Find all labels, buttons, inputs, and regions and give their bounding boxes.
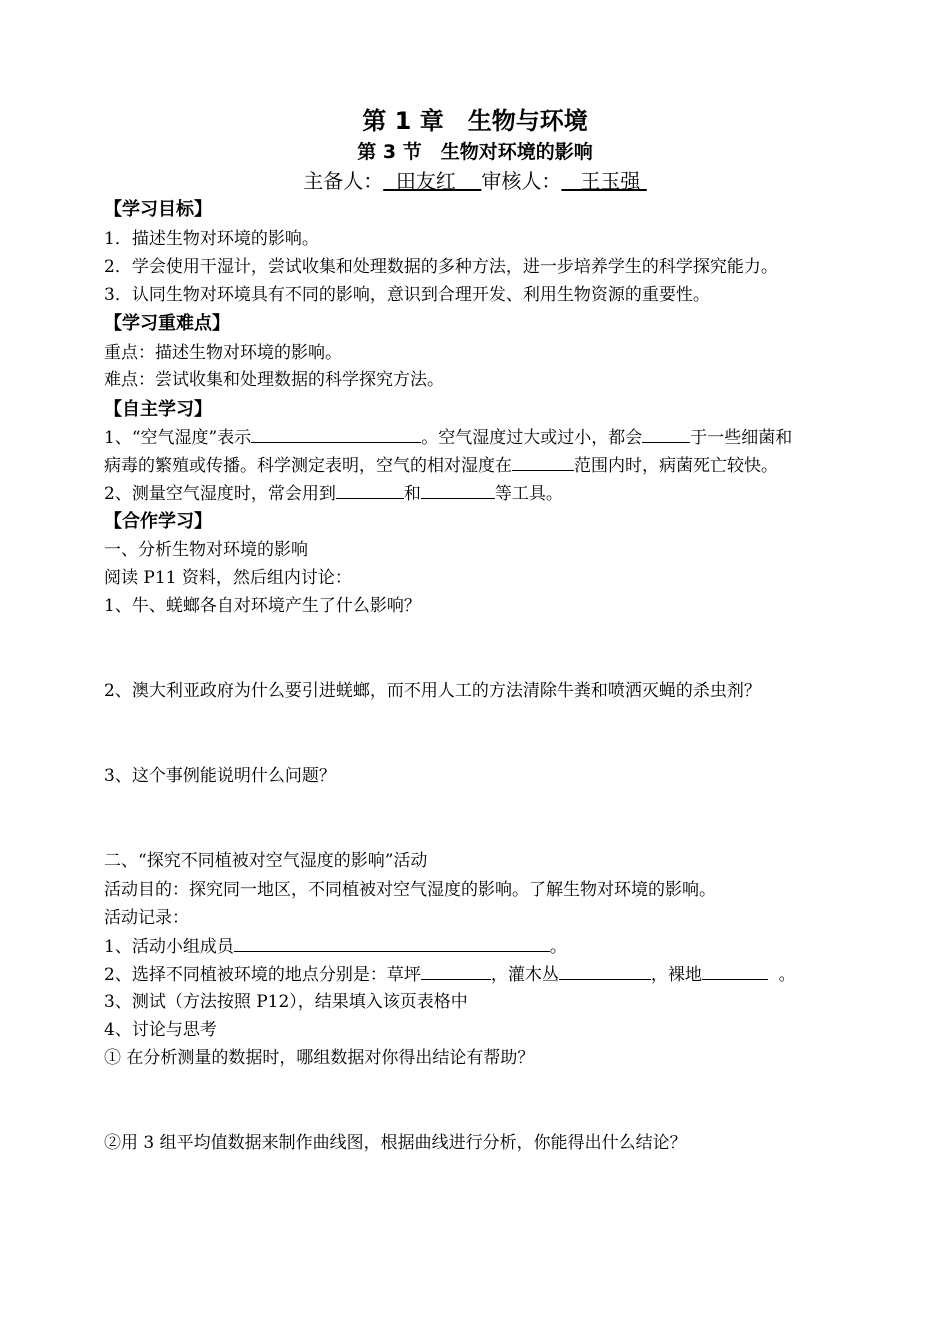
key-point: 重点：描述生物对环境的影响。 <box>104 343 342 363</box>
chapter-title: 第 1 章 生物与环境 <box>362 107 588 135</box>
key-points-heading: 【学习重难点】 <box>104 313 230 334</box>
author-label: 主备人： <box>303 169 384 193</box>
self-study-q1-line1 <box>104 424 792 451</box>
author-line <box>0 166 950 196</box>
record-text: ，灌木丛 <box>490 965 559 985</box>
part2-discussion-2: ②用 3 组平均值数据来制作曲线图，根据曲线进行分析，你能得出什么结论？ <box>104 1133 687 1153</box>
author-name: 田友红 <box>383 169 482 193</box>
objectives-heading: 【学习目标】 <box>104 199 212 220</box>
part1-title: 一、分析生物对环境的影响 <box>104 540 308 560</box>
difficulty-point: 难点：尝试收集和处理数据的科学探究方法。 <box>104 370 444 390</box>
answer-blank[interactable] <box>421 961 491 980</box>
part1-question-1: 1、牛、蜣螂各自对环境产生了什么影响？ <box>104 596 421 616</box>
q1-text: 。空气湿度过大或过小，都会 <box>421 428 643 448</box>
self-study-heading: 【自主学习】 <box>104 399 212 420</box>
part2-title: 二、“探究不同植被对空气湿度的影响”活动 <box>104 851 428 871</box>
q1-text: 于一些细菌和 <box>690 428 793 448</box>
q1-text: 范围内时，病菌死亡较快。 <box>574 456 778 476</box>
reviewer-label: 审核人： <box>481 169 562 193</box>
part2-record-label: 活动记录： <box>104 908 189 928</box>
answer-blank[interactable] <box>512 452 574 471</box>
answer-blank[interactable] <box>251 424 421 443</box>
answer-blank[interactable] <box>421 480 495 499</box>
section-title: 第 3 节 生物对环境的影响 <box>357 141 593 163</box>
part1-question-2: 2、澳大利亚政府为什么要引进蜣螂，而不用人工的方法清除牛粪和喷洒灭蝇的杀虫剂？ <box>104 681 761 701</box>
part1-question-3: 3、这个事例能说明什么问题？ <box>104 766 336 786</box>
part2-discussion-1: ① 在分析测量的数据时，哪组数据对你得出结论有帮助？ <box>104 1048 535 1068</box>
answer-blank[interactable] <box>702 961 768 980</box>
q1-text: 病毒的繁殖或传播。科学测定表明，空气的相对湿度在 <box>104 456 512 476</box>
self-study-q1-line2 <box>104 452 778 479</box>
q1-text: 1、“空气湿度”表示 <box>104 428 252 448</box>
answer-blank[interactable] <box>642 424 690 443</box>
record-text: 1、活动小组成员 <box>104 937 234 957</box>
cooperative-heading: 【合作学习】 <box>104 511 212 532</box>
part2-record-3: 3、测试（方法按照 P12），结果填入该页表格中 <box>104 992 468 1012</box>
part2-record-1 <box>104 933 567 960</box>
part2-goal: 活动目的：探究同一地区，不同植被对空气湿度的影响。了解生物对环境的影响。 <box>104 880 716 900</box>
part2-record-2 <box>104 961 796 988</box>
self-study-q2 <box>104 480 563 507</box>
q2-text: 2、测量空气湿度时，常会用到 <box>104 484 336 504</box>
answer-blank[interactable] <box>559 961 651 980</box>
q2-text: 等工具。 <box>494 484 563 504</box>
objective-item: 2．学会使用干湿计，尝试收集和处理数据的多种方法，进一步培养学生的科学探究能力。 <box>104 257 778 277</box>
record-text: 2、选择不同植被环境的地点分别是：草坪 <box>104 965 421 985</box>
objective-item: 3．认同生物对环境具有不同的影响，意识到合理开发、利用生物资源的重要性。 <box>104 285 710 305</box>
part1-reading: 阅读 P11 资料，然后组内讨论： <box>104 568 352 588</box>
objective-item: 1．描述生物对环境的影响。 <box>104 229 319 249</box>
record-text: 。 <box>767 965 796 985</box>
reviewer-name: 王玉强 <box>561 169 647 193</box>
q2-text: 和 <box>403 484 421 504</box>
answer-blank[interactable] <box>336 480 404 499</box>
part2-record-4: 4、讨论与思考 <box>104 1020 217 1040</box>
answer-blank[interactable] <box>234 933 550 952</box>
record-text: 。 <box>549 937 567 957</box>
record-text: ，裸地 <box>650 965 702 985</box>
